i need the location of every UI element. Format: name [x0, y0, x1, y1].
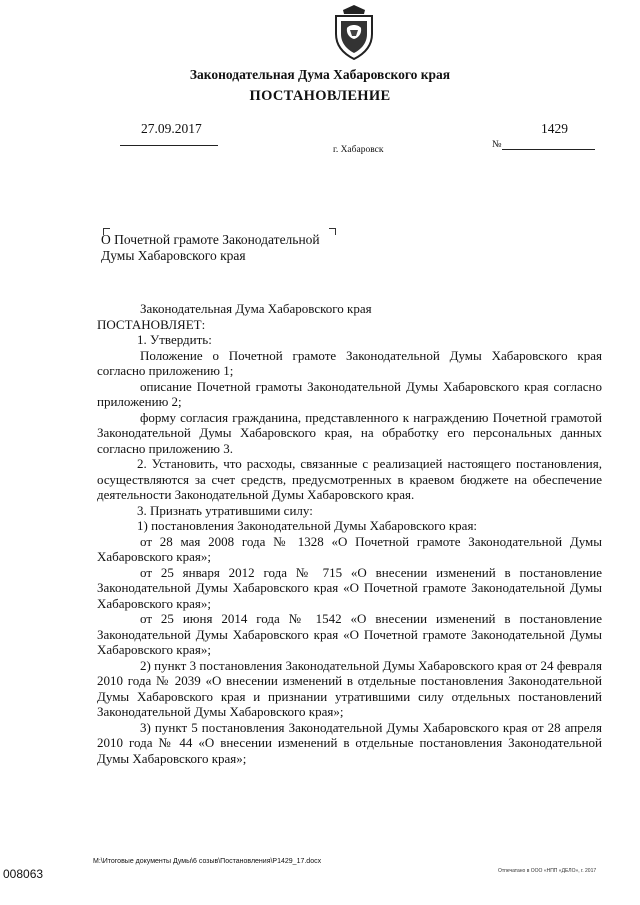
paragraph-3: 3. Признать утратившими силу:: [137, 502, 313, 518]
document-number: 1429: [541, 121, 568, 136]
printer-note: Отпечатано в ООО «НПП «ДЕЛО», г. 2017: [498, 868, 597, 874]
paragraph-3-1: 1) постановления Законодательной Думы Хабаровского края:: [137, 518, 478, 533]
document-date: 27.09.2017: [141, 121, 202, 136]
document-code: 008063: [3, 867, 44, 881]
paragraph-3-1c: от 25 июня 2014 года № 1542 «О внесении изменений в постановление Законодательной Думы Хабаровского края «О Почетной грамоте Законодательной Думы Хабаровского края»;: [97, 611, 602, 657]
paragraph-2: 2. Установить, что расходы, связанные с реализацией настоящего постановления, осуществляются за счет средств, предусмотренных в краевом бюджете на обеспечение деятельности Законодательной Думы Хабаровского края.: [97, 456, 602, 502]
paragraph-3-2: 2) пункт 3 постановления Законодательной Думы Хабаровского края от 24 февраля 2010 года № 2039 «О внесении изменений в отдельные постановления Законодательной Думы Хабаровского края и признании утратившими силу отдельных постановлений Законодательной Думы Хабаровского края»;: [97, 657, 602, 719]
paragraph-3-3: 3) пункт 5 постановления Законодательной Думы Хабаровского края от 28 апреля 2010 года № 44 «О внесении изменений в отдельные постановления Законодательной Думы Хабаровского края»;: [97, 719, 602, 766]
organization-name: Законодательная Дума Хабаровского края: [189, 67, 451, 82]
intro-paragraph: Законодательная Дума Хабаровского края: [140, 301, 372, 316]
date-underline: [120, 145, 218, 146]
file-path: M:\Итоговые документы Думы\6 созыв\Постановления\P1429_17.docx: [93, 858, 322, 865]
paragraph-3-1b: от 25 января 2012 года № 715 «О внесении изменений в постановление Законодательной Думы Хабаровского края «О Почетной грамоте Законодательной Думы Хабаровского края»;: [97, 564, 602, 611]
paragraph-1: 1. Утвердить:: [137, 332, 212, 347]
coat-of-arms-icon: [331, 4, 377, 60]
document-title: [101, 232, 320, 264]
resolves-heading: ПОСТАНОВЛЯЕТ:: [97, 316, 206, 332]
number-label: №: [492, 139, 502, 150]
number-underline: [502, 149, 595, 150]
paragraph-1a: Положение о Почетной грамоте Законодательной Думы Хабаровского края согласно приложению 1;: [97, 347, 602, 378]
paragraph-1c: форму согласия гражданина, представленного к награждению Почетной грамотой Законодательной Думы Хабаровского края, на обработку его персональных данных согласно приложению 3.: [97, 409, 602, 456]
paragraph-1b: описание Почетной грамоты Законодательной Думы Хабаровского края согласно приложению 2;: [97, 378, 602, 409]
document-type: ПОСТАНОВЛЕНИЕ: [249, 88, 391, 104]
title-line-2: Думы Хабаровского края: [101, 248, 246, 263]
paragraph-3-1a: от 28 мая 2008 года № 1328 «О Почетной грамоте Законодательной Думы Хабаровского края»;: [97, 533, 602, 564]
city-name: г. Хабаровск: [333, 145, 384, 155]
title-line-1: О Почетной грамоте Законодательной: [101, 232, 320, 247]
document-body: [97, 301, 602, 766]
title-corner-right: [329, 228, 336, 235]
